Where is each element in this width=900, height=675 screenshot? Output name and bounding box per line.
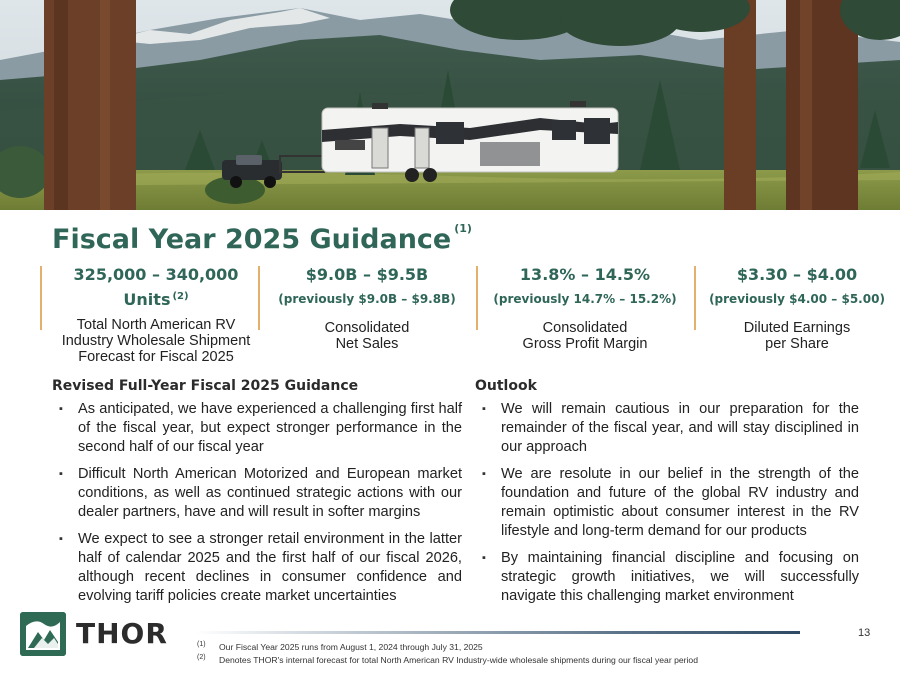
page-title [52, 222, 472, 255]
metric-previous: (previously $4.00 – $5.00) [709, 292, 885, 306]
metric-description-line: Net Sales [335, 336, 399, 352]
metric-units-label: Units [123, 290, 171, 309]
metric-previous: (previously $9.0B – $9.8B) [278, 292, 456, 306]
list-item [52, 465, 462, 522]
metric-value: $3.30 – $4.00 [736, 265, 858, 284]
guidance-bullet-list [52, 400, 462, 606]
metric-description-line: Total North American RV [76, 317, 236, 333]
title-footnote-ref: (1) [454, 222, 472, 235]
metric-description [694, 320, 900, 352]
bullet-icon: ▪ [59, 468, 63, 480]
footnote-text: Denotes THOR's internal forecast for total North American RV Industry-wide wholesale shipments during our fiscal year period [219, 655, 698, 665]
metric-footnote-ref: (2) [172, 291, 189, 302]
metric-description-line: per Share [765, 336, 829, 352]
metric-gross-margin [476, 264, 694, 370]
bullet-icon: ▪ [59, 533, 63, 545]
metric-unit-shipments [40, 264, 272, 370]
guidance-metrics [40, 264, 900, 370]
metric-description [258, 320, 476, 352]
bullet-text: Difficult North American Motorized and European market conditions, as well as continued strategic actions with our dealer partners, have and will result in softer margins [78, 466, 462, 520]
list-item [475, 549, 859, 606]
bullet-text: We expect to see a stronger retail environment in the latter half of calendar 2025 and the first half of our fiscal 2026, although recent declines in consumer confidence and evolving tariff policies create market uncertainties [78, 531, 462, 604]
metric-divider [476, 266, 478, 330]
footnote-text: Our Fiscal Year 2025 runs from August 1, 2024 through July 31, 2025 [219, 642, 483, 652]
metric-description-line: Consolidated [324, 320, 410, 336]
thor-mountain-icon [20, 612, 66, 656]
metric-description-line: Forecast for Fiscal 2025 [78, 349, 234, 365]
outlook-heading: Outlook [475, 378, 537, 394]
bullet-text: We are resolute in our belief in the strength of the foundation and future of the global RV industry and remain optimistic about consumer interest in the RV lifestyle and long-term demand for our products [501, 466, 859, 539]
footnote [197, 641, 698, 654]
metric-value-units [40, 286, 272, 311]
metric-description [476, 320, 694, 352]
metric-diluted-eps [694, 264, 900, 370]
hero-photo [0, 0, 900, 210]
bullet-icon: ▪ [482, 468, 486, 480]
list-item [52, 530, 462, 606]
bullet-icon: ▪ [482, 552, 486, 564]
metric-description-line: Gross Profit Margin [522, 336, 648, 352]
metric-previous: (previously 14.7% – 15.2%) [493, 292, 677, 306]
bullet-text: As anticipated, we have experienced a challenging first half of the fiscal year, but expect stronger performance in the second half of our fiscal year [78, 401, 462, 455]
outlook-section [475, 378, 859, 614]
footnote-mark: (1) [197, 641, 206, 648]
metric-divider [258, 266, 260, 330]
list-item [52, 400, 462, 457]
metric-divider [40, 266, 42, 330]
logo-wordmark: THOR [76, 617, 168, 650]
metric-value: 13.8% – 14.5% [519, 265, 651, 284]
bullet-icon: ▪ [59, 403, 63, 415]
metric-net-sales [258, 264, 476, 370]
bullet-text: By maintaining financial discipline and focusing on strategic growth initiatives, we will successfully navigate this challenging market environment [501, 550, 859, 604]
thor-logo [20, 612, 180, 658]
metric-description-line: Diluted Earnings [743, 320, 851, 336]
page-number: 13 [858, 627, 871, 639]
rv-landscape-photo [0, 0, 900, 210]
footnote [197, 654, 698, 667]
metric-description-line: Industry Wholesale Shipment [61, 333, 251, 349]
metric-value: 325,000 – 340,000 [73, 265, 239, 284]
metric-description-line: Consolidated [542, 320, 628, 336]
list-item [475, 400, 859, 457]
footnote-mark: (2) [197, 654, 206, 661]
footer-divider [195, 631, 800, 634]
guidance-section [52, 378, 462, 614]
footnotes [197, 641, 698, 667]
metric-divider [694, 266, 696, 330]
bullet-icon: ▪ [482, 403, 486, 415]
list-item [475, 465, 859, 541]
bullet-text: We will remain cautious in our preparation for the remainder of the fiscal year, and will stay disciplined in our approach [501, 401, 859, 455]
page-title-text: Fiscal Year 2025 Guidance [52, 224, 452, 255]
outlook-bullet-list [475, 400, 859, 606]
guidance-heading: Revised Full-Year Fiscal 2025 Guidance [52, 378, 359, 394]
metric-description [40, 317, 272, 365]
metric-value: $9.0B – $9.5B [305, 265, 429, 284]
